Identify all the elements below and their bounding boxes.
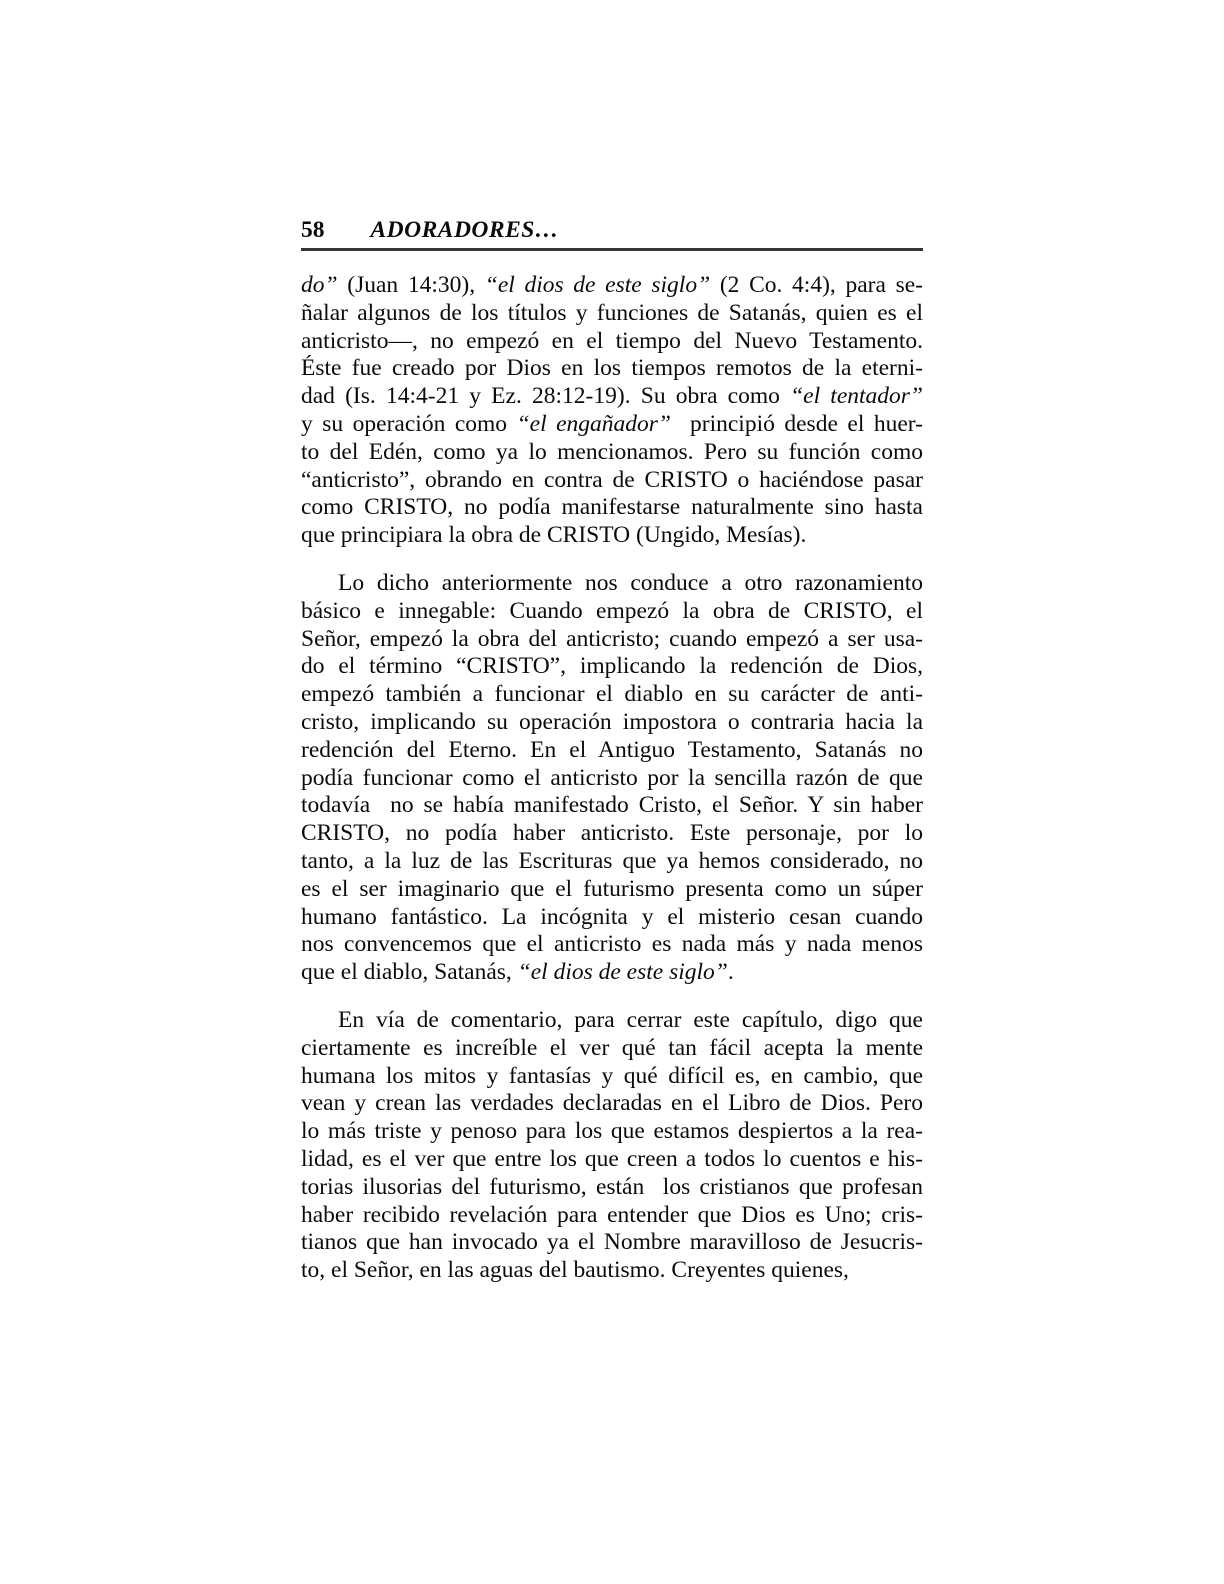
text-segment: En vía de comentario, para cerrar este capítulo, digo que	[338, 1006, 923, 1033]
text-segment: nos convencemos que el anticristo es nada más y nada menos	[301, 931, 923, 958]
text-line	[301, 653, 923, 681]
text-line	[301, 411, 923, 439]
text-line	[301, 570, 923, 598]
text-line	[301, 272, 923, 300]
text-line	[301, 848, 923, 876]
text-line	[301, 1035, 923, 1063]
body-text	[301, 272, 923, 1285]
text-line	[301, 737, 923, 765]
text-line	[301, 467, 923, 495]
text-line	[301, 1118, 923, 1146]
text-segment: Señor, empezó la obra del anticristo; cuando empezó a ser usa-	[301, 625, 923, 652]
italic-text-segment: do”	[301, 272, 338, 298]
text-line	[301, 876, 923, 904]
text-line	[301, 792, 923, 820]
italic-text-segment: “el dios de este siglo”	[484, 272, 711, 298]
text-line	[301, 383, 923, 411]
text-line	[301, 681, 923, 709]
text-segment: (2 Co. 4:4), para se-	[710, 272, 923, 298]
text-line	[301, 300, 923, 328]
text-segment: lo más triste y penoso para los que estamos despiertos a la rea-	[301, 1118, 923, 1145]
text-line	[301, 1229, 923, 1257]
text-line	[301, 931, 923, 959]
italic-text-segment: “el engañador”	[516, 410, 671, 437]
italic-text-segment: “el dios de este siglo”	[517, 959, 728, 986]
text-segment: que el diablo, Satanás,	[301, 959, 518, 986]
page-header	[301, 216, 923, 244]
text-segment: anticristo—, no empezó en el tiempo del Nuevo Testamento.	[301, 327, 923, 354]
text-line	[301, 328, 923, 356]
text-line	[301, 1063, 923, 1091]
text-line	[301, 598, 923, 626]
text-line	[301, 1174, 923, 1202]
text-line	[301, 820, 923, 848]
text-segment: podía funcionar como el anticristo por la sencilla razón de que	[301, 764, 923, 791]
text-segment: Lo dicho anteriormente nos conduce a otro razonamiento	[338, 569, 923, 596]
text-segment: cristo, implicando su operación impostora o contraria hacia la	[301, 708, 923, 735]
text-segment: empezó también a funcionar el diablo en su carácter de anti-	[301, 681, 923, 708]
running-title: ADORADORES…	[370, 217, 559, 243]
text-line	[301, 355, 923, 383]
text-segment: tanto, a la luz de las Escrituras que ya hemos considerado, no	[301, 847, 923, 874]
text-segment: Éste fue creado por Dios en los tiempos remotos de la eterni-	[301, 355, 923, 382]
text-segment: dad (Is. 14:4-21 y Ez. 28:12-19). Su obra como	[301, 383, 791, 410]
text-segment: principió desde el huer-	[671, 410, 923, 437]
page-number: 58	[301, 217, 325, 243]
text-segment: vean y crean las verdades declaradas en el Libro de Dios. Pero	[301, 1090, 923, 1117]
text-segment: “anticristo”, obrando en contra de CRISTO o haciéndose pasar	[301, 466, 923, 493]
text-segment: haber recibido revelación para entender que Dios es Uno; cris-	[301, 1201, 923, 1228]
text-line	[301, 494, 923, 522]
text-line	[301, 439, 923, 467]
text-line	[301, 1090, 923, 1118]
text-segment: que principiara la obra de CRISTO (Ungido, Mesías).	[301, 522, 807, 549]
text-line	[301, 765, 923, 793]
text-segment: es el ser imaginario que el futurismo presenta como un súper	[301, 875, 923, 902]
text-line	[301, 1007, 923, 1035]
text-line	[301, 1146, 923, 1174]
italic-text-segment: “el tentador”	[790, 383, 923, 410]
text-segment: torias ilusorias del futurismo, están los cristianos que profesan	[301, 1173, 923, 1200]
text-segment: CRISTO, no podía haber anticristo. Este personaje, por lo	[301, 820, 923, 847]
text-segment: do el término “CRISTO”, implicando la redención de Dios,	[301, 653, 923, 680]
paragraph	[301, 570, 923, 987]
text-segment: to del Edén, como ya lo mencionamos. Pero su función como	[301, 438, 923, 465]
text-segment: tianos que han invocado ya el Nombre maravilloso de Jesucris-	[301, 1229, 923, 1256]
text-segment: humano fantástico. La incógnita y el misterio cesan cuando	[301, 903, 923, 930]
text-line	[301, 709, 923, 737]
paragraph	[301, 272, 923, 550]
paragraph	[301, 1007, 923, 1285]
text-segment: redención del Eterno. En el Antiguo Testamento, Satanás no	[301, 736, 923, 763]
text-segment: todavía no se había manifestado Cristo, el Señor. Y sin haber	[301, 792, 923, 819]
text-segment: (Juan 14:30),	[337, 272, 485, 298]
text-segment: ñalar algunos de los títulos y funciones de Satanás, quien es el	[301, 299, 923, 326]
text-segment: y su operación como	[301, 410, 517, 437]
text-segment: lidad, es el ver que entre los que creen a todos lo cuentos e his-	[301, 1145, 923, 1172]
text-line	[301, 1257, 923, 1285]
text-line	[301, 522, 923, 550]
header-rule	[301, 248, 923, 251]
text-segment: como CRISTO, no podía manifestarse naturalmente sino hasta	[301, 494, 923, 521]
text-line	[301, 959, 923, 987]
text-segment: básico e innegable: Cuando empezó la obra de CRISTO, el	[301, 597, 923, 624]
text-line	[301, 1202, 923, 1230]
text-block	[301, 216, 923, 1285]
text-line	[301, 626, 923, 654]
text-segment: to, el Señor, en las aguas del bautismo. Creyentes quienes,	[301, 1257, 849, 1284]
text-segment: .	[727, 959, 734, 986]
text-line	[301, 904, 923, 932]
text-segment: humana los mitos y fantasías y qué difícil es, en cambio, que	[301, 1062, 923, 1089]
text-segment: ciertamente es increíble el ver qué tan fácil acepta la mente	[301, 1034, 923, 1061]
